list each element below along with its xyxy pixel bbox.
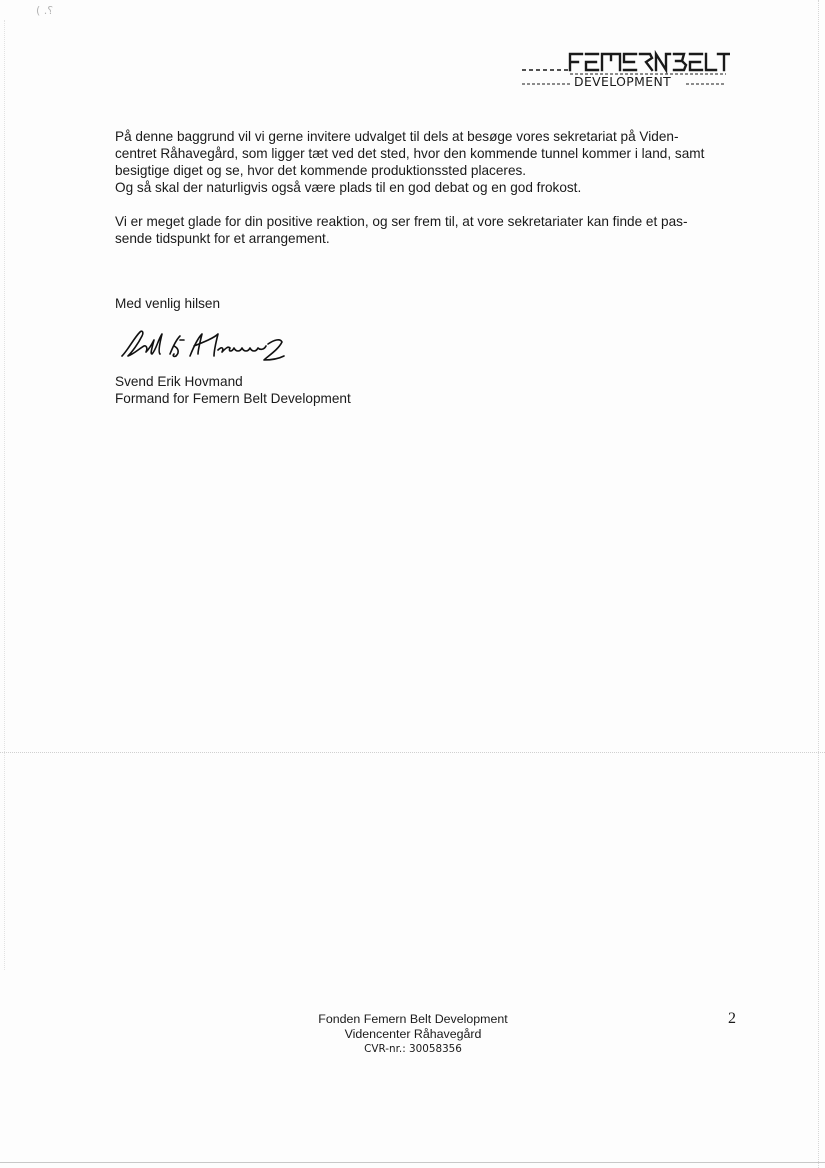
paragraph-line: sende tidspunkt for et arrangement.: [115, 231, 330, 246]
signer-block: [115, 373, 735, 407]
scan-edge-right: [817, 0, 819, 1168]
signer-name: Svend Erik Hovmand: [115, 374, 243, 389]
logo-subtitle: DEVELOPMENT: [574, 74, 672, 89]
paragraph-line: besigtige diget og se, hvor det kommende produktionssted placeres.: [115, 163, 527, 178]
scan-bottom-edge: [0, 1162, 825, 1164]
signer-title: Formand for Femern Belt Development: [115, 391, 351, 406]
scan-fold-line: [0, 752, 825, 754]
body-paragraph-2: [115, 213, 735, 247]
page-footer: [250, 1012, 576, 1056]
paragraph-line: centret Råhavegård, som ligger tæt ved det sted, hvor den kommende tunnel kommer i land, samt: [115, 146, 705, 161]
femernbelt-logo: [522, 46, 730, 90]
paragraph-line: Og så skal der naturligvis også være plads til en god debat og en god frokost.: [115, 180, 582, 195]
page-number: 2: [728, 1010, 736, 1027]
footer-address: Videncenter Råhavegård: [344, 1027, 482, 1041]
scan-edge-left: [4, 20, 6, 970]
closing-salutation: Med venlig hilsen: [115, 296, 221, 311]
paragraph-line: På denne baggrund vil vi gerne invitere udvalget til dels at besøge vores sekretariat på Viden-: [115, 129, 679, 144]
body-paragraph-1: [115, 128, 735, 196]
paragraph-line: Vi er meget glade for din positive reaktion, og ser frem til, at vore sekretariater kan finde et pas-: [115, 214, 688, 229]
handwritten-signature: [118, 326, 288, 368]
closing-block: [115, 295, 735, 312]
footer-organization: Fonden Femern Belt Development: [318, 1012, 508, 1026]
footer-cvr: CVR-nr.: 30058356: [364, 1043, 462, 1055]
scan-artifact-mark: ( .⸮: [36, 4, 54, 17]
